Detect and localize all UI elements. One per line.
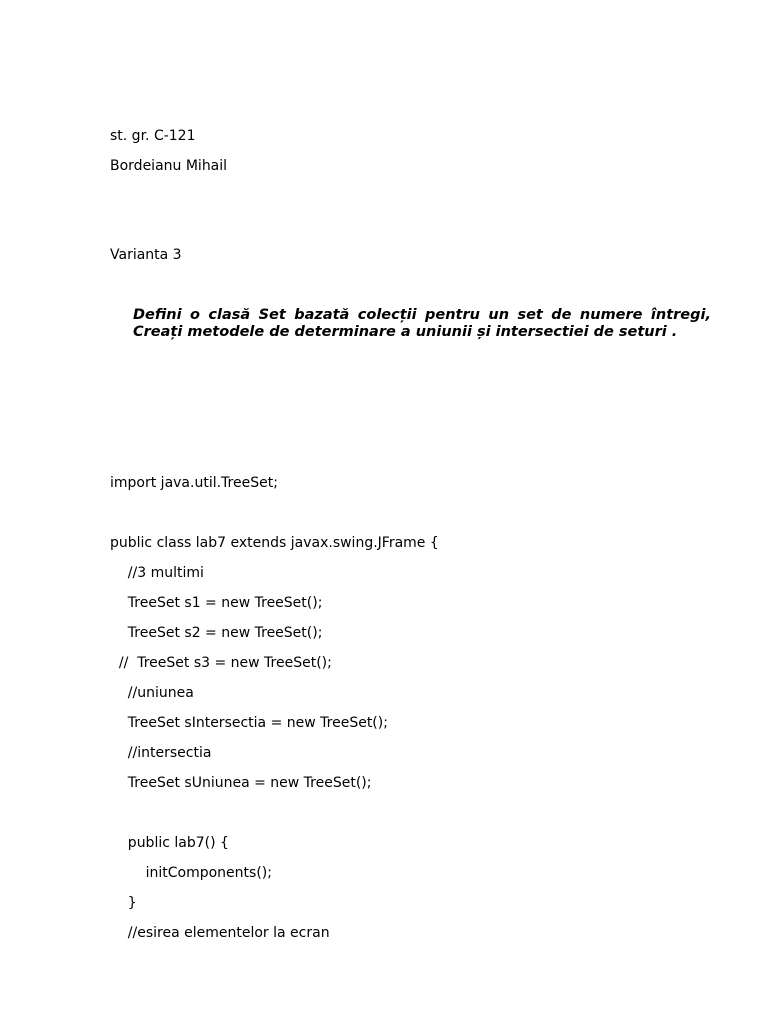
code-line: TreeSet sIntersectia = new TreeSet(); xyxy=(110,715,388,731)
code-line: //uniunea xyxy=(110,685,194,701)
code-line: //esirea elementelor la ecran xyxy=(110,925,330,941)
code-line: TreeSet sUniunea = new TreeSet(); xyxy=(110,775,372,791)
code-line: } xyxy=(110,895,137,911)
task-statement xyxy=(133,307,711,341)
task-line-1: Defini o clasă Set bazată colecții pentru un set de numere întregi, xyxy=(133,307,711,323)
code-line: import java.util.TreeSet; xyxy=(110,475,278,491)
code-line: public lab7() { xyxy=(110,835,229,851)
code-line: //3 multimi xyxy=(110,565,204,581)
code-line: public class lab7 extends javax.swing.JFrame { xyxy=(110,535,439,551)
code-line: // TreeSet s3 = new TreeSet(); xyxy=(110,655,332,671)
code-line: initComponents(); xyxy=(110,865,272,881)
variant-label: Varianta 3 xyxy=(110,247,182,263)
student-name: Bordeianu Mihail xyxy=(110,158,228,174)
code-line: //intersectia xyxy=(110,745,212,761)
code-line: TreeSet s1 = new TreeSet(); xyxy=(110,595,323,611)
student-group: st. gr. C-121 xyxy=(110,128,196,144)
code-line: TreeSet s2 = new TreeSet(); xyxy=(110,625,323,641)
task-line-2: Creați metodele de determinare a uniunii și intersectiei de seturi . xyxy=(133,324,678,340)
